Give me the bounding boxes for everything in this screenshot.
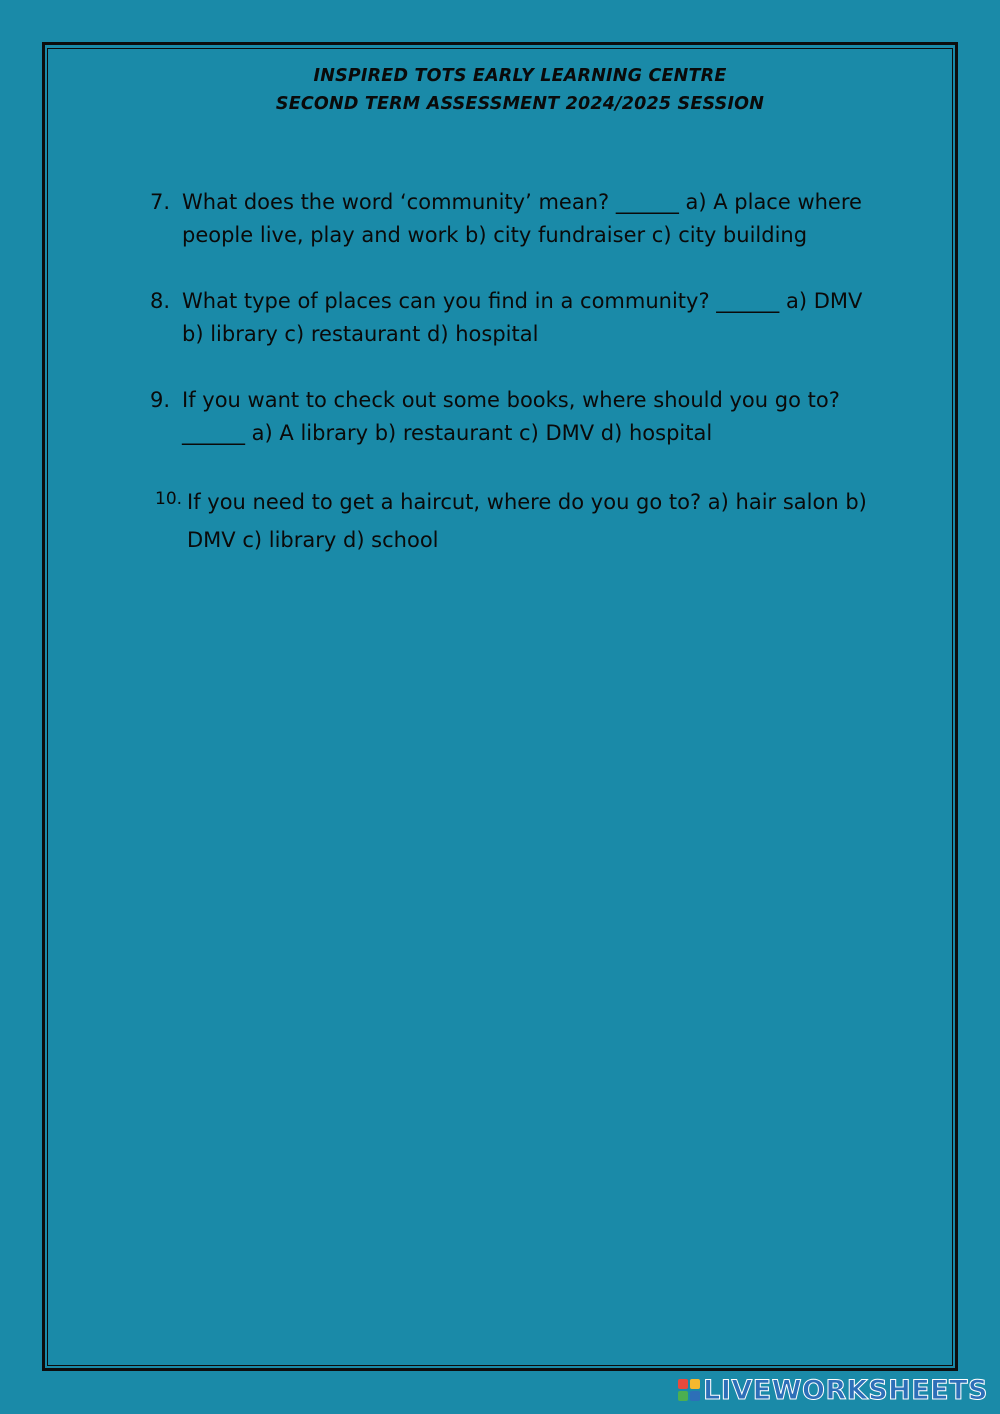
school-name: INSPIRED TOTS EARLY LEARNING CENTRE (313, 66, 727, 86)
question-number: 10. (155, 489, 183, 509)
question-list (150, 186, 870, 592)
question-7 (150, 186, 870, 252)
question-8 (150, 285, 870, 351)
liveworksheets-logo-icon (678, 1379, 700, 1401)
question-text: What type of places can you find in a community? ______ a) DMV b) library c) restaurant d) hospital (182, 289, 863, 346)
question-number: 9. (150, 388, 171, 412)
question-text: If you want to check out some books, where should you go to? ______ a) A library b) restaurant c) DMV d) hospital (182, 388, 840, 445)
assessment-title: SECOND TERM ASSESSMENT 2024/2025 SESSION (275, 94, 765, 114)
liveworksheets-wordmark: LIVEWORKSHEETS (703, 1374, 988, 1406)
document-header (0, 62, 1000, 118)
question-number: 7. (150, 190, 171, 214)
question-text: If you need to get a haircut, where do you go to? a) hair salon b) DMV c) library d) school (187, 490, 867, 552)
question-10 (155, 483, 875, 559)
question-9 (150, 384, 870, 450)
question-text: What does the word ‘community’ mean? ______ a) A place where people live, play and work b) city fundraiser c) city building (182, 190, 862, 247)
liveworksheets-logo (678, 1374, 988, 1406)
question-number: 8. (150, 289, 171, 313)
